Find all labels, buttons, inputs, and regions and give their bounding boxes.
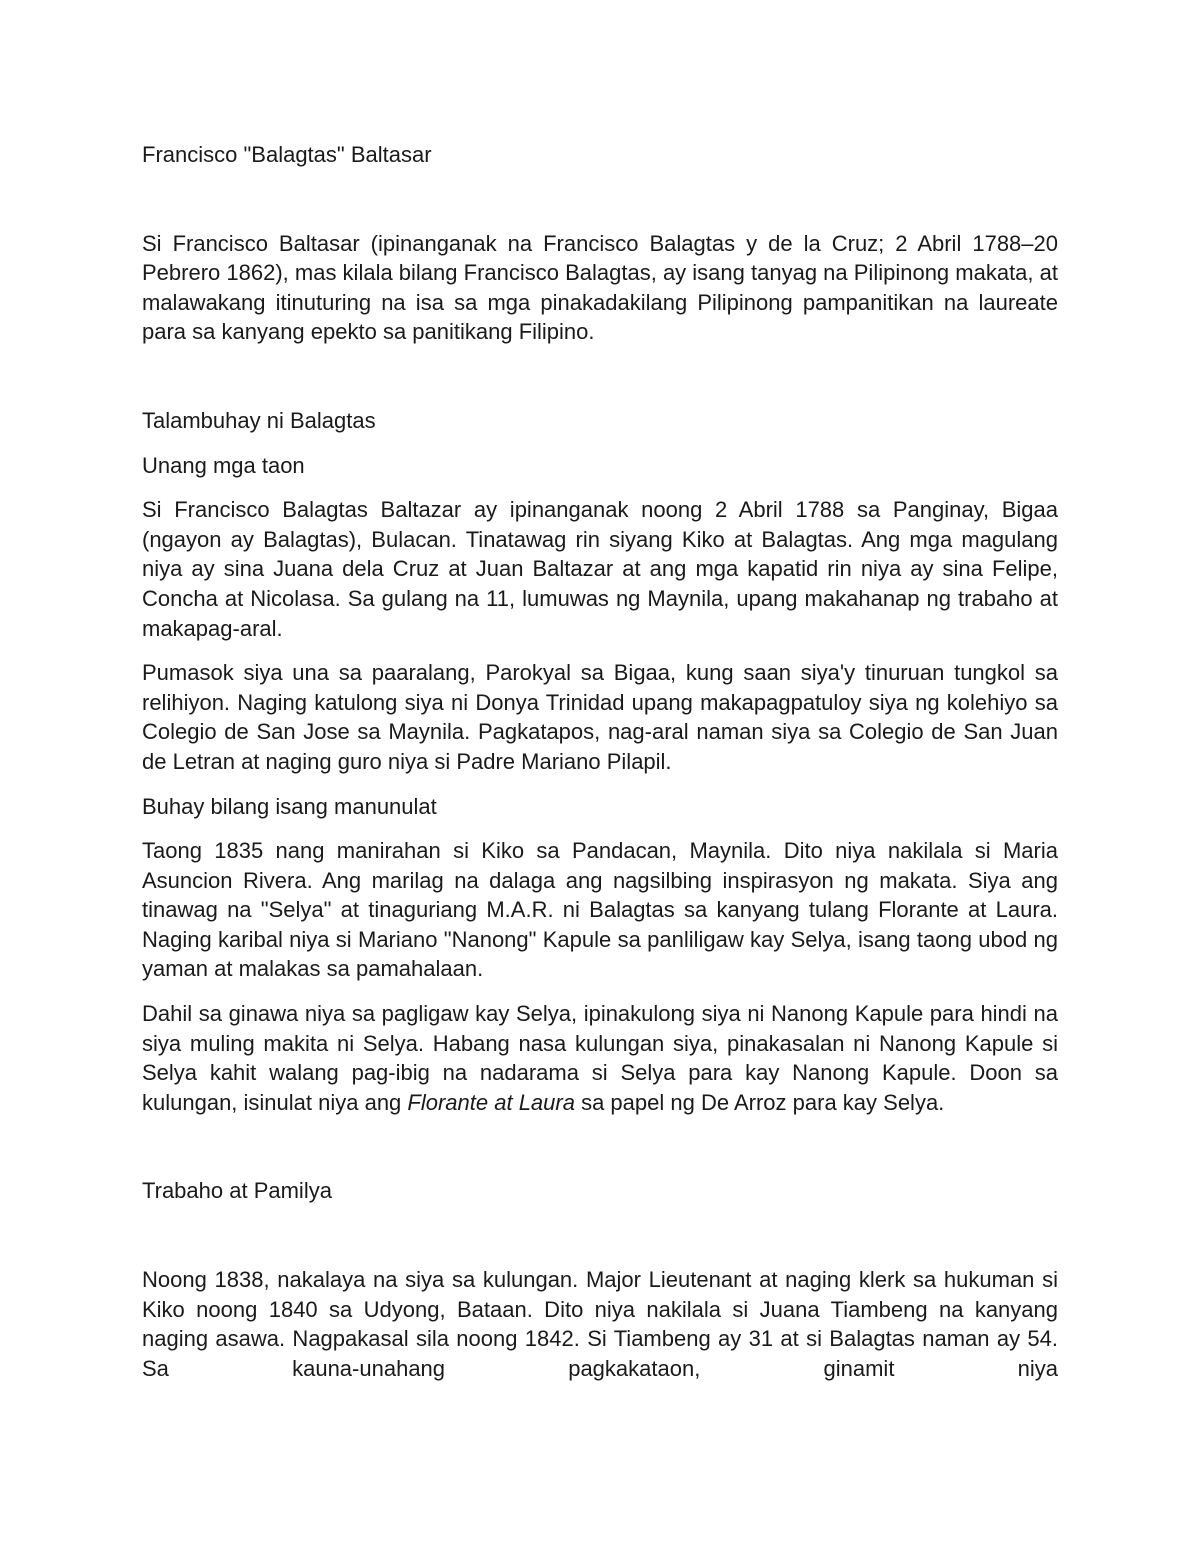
intro-paragraph: Si Francisco Baltasar (ipinanganak na Francisco Balagtas y de la Cruz; 2 Abril 1788–20 Pebrero 1862), mas kilala bilang Francisco Balagtas, ay isang tanyag na Pilipinong makata, at malawakang itinuturing na isa sa mga pinakadakilang Pilipinong pampanitikan na laureate para sa kanyang epekto sa panitikang Filipino. <box>142 230 1058 345</box>
paragraph-pumasok: Pumasok siya una sa paaralang, Parokyal sa Bigaa, kung saan siya'y tinuruan tungkol sa relihiyon. Naging katulong siya ni Donya Trinidad upang makapagpatuloy siya ng kolehiyo sa Colegio de San Jose sa Maynila. Pagkatapos, nag-aral naman siya sa Colegio de San Juan de Letran at naging guro niya si Padre Mariano Pilapil. <box>142 660 1058 774</box>
paragraph-noong-1838: Noong 1838, nakalaya na siya sa kulungan. Major Lieutenant at naging klerk sa hukuman si Kiko noong 1840 sa Udyong, Bataan. Dito niya nakilala si Juana Tiambeng na kanyang naging asawa. Nagpakasal sila noong 1842. Si Tiambeng ay 31 at si Balagtas naman ay 54. Sa kauna-unahang pagkakataon, ginamit niya <box>142 1267 1058 1381</box>
paragraph-dahil <box>142 999 1058 1117</box>
paragraph-dahil-text-end: sa papel ng De Arroz para kay Selya. <box>574 1089 945 1115</box>
section-heading-trabaho-pamilya: Trabaho at Pamilya <box>142 1178 332 1204</box>
page-title: Francisco "Balagtas" Baltasar <box>142 142 432 167</box>
subheading-unang-mga-taon: Unang mga taon <box>142 452 305 478</box>
paragraph-taong-1835: Taong 1835 nang manirahan si Kiko sa Pandacan, Maynila. Dito niya nakilala si Maria Asuncion Rivera. Ang marilag na dalaga ang nagsilbing inspirasyon ng makata. Siya ang tinawag na "Selya" at tinaguriang M.A.R. ni Balagtas sa kanyang tulang Florante at Laura. Naging karibal niya si Mariano "Nanong" Kapule sa panliligaw kay Selya, isang taong ubod ng yaman at malakas sa pamahalaan. <box>142 838 1058 982</box>
section-heading-talambuhay: Talambuhay ni Balagtas <box>142 407 376 433</box>
document-body <box>142 140 1058 1383</box>
book-title-florante-at-laura: Florante at Laura <box>407 1089 575 1115</box>
paragraph-dahil-text-start: Dahil sa ginawa niya sa pagligaw kay Selya, ipinakulong siya ni Nanong Kapule para hindi na siya muling makita ni Selya. Habang nasa kulungan siya, pinakasalan ni Nanong Kapule si Selya kahit walang pag-ibig na nadarama si Selya para kay Nanong Kapule. Doon sa kulungan, isinulat niya ang <box>142 1001 1058 1115</box>
paragraph-unang-mga-taon: Si Francisco Balagtas Baltazar ay ipinanganak noong 2 Abril 1788 sa Panginay, Bigaa (ngayon ay Balagtas), Bulacan. Tinatawag rin siyang Kiko at Balagtas. Ang mga magulang niya ay sina Juana dela Cruz at Juan Baltazar at ang mga kapatid rin niya ay sina Felipe, Concha at Nicolasa. Sa gulang na 11, lumuwas ng Maynila, upang makahanap ng trabaho at makapag-aral. <box>142 497 1058 641</box>
subheading-buhay-manunulat: Buhay bilang isang manunulat <box>142 793 437 819</box>
